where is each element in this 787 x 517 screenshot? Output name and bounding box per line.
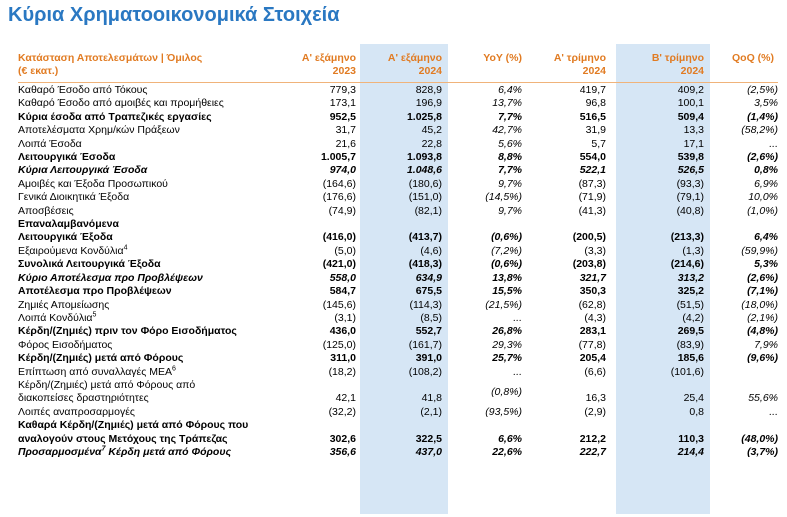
cell-q2-2024: (83,9) (676, 338, 704, 351)
cell-qoq: (4,8%) (747, 325, 778, 338)
cell-h1-2023: 42,1 (335, 392, 356, 405)
cell-h1-2024: 1.048,6 (406, 164, 442, 177)
cell-h1-2024: (82,1) (414, 204, 442, 217)
cell-qoq: (48,0%) (741, 432, 778, 445)
cell-qoq: (58,2%) (741, 124, 778, 137)
cell-yoy: (93,5%) (485, 405, 522, 418)
cell-q1-2024: 222,7 (579, 445, 606, 458)
cell-h1-2023: (3,1) (334, 311, 356, 324)
row-label: Λειτουργικά Έσοδα (18, 151, 116, 164)
row-label: Αμοιβές και Έξοδα Προσωπικού (18, 177, 168, 190)
cell-yoy: 13,8% (492, 271, 522, 284)
row-label: Προσαρμοσμένα$^7$ Κέρδη μετά από Φόρους (18, 445, 232, 458)
table-row (18, 272, 778, 285)
table-row (18, 366, 778, 379)
table-row (18, 419, 778, 446)
cell-h1-2024: (413,7) (408, 231, 442, 244)
cell-qoq: (1,0%) (747, 204, 778, 217)
cell-h1-2023: (421,0) (322, 258, 356, 271)
income-statement-table (18, 84, 778, 459)
row-label: Κέρδη/(Ζημιές) μετά από Φόρους (18, 352, 184, 365)
cell-q1-2024: (62,8) (578, 298, 606, 311)
table-row (18, 299, 778, 312)
header-divider (18, 82, 778, 83)
cell-yoy: 22,6% (492, 445, 522, 458)
row-label: Φόρος Εισοδήματος (18, 338, 113, 351)
cell-h1-2024: (180,6) (408, 177, 442, 190)
cell-yoy: ... (513, 365, 522, 378)
cell-h1-2023: (5,0) (334, 244, 356, 257)
table-row (18, 178, 778, 191)
cell-q2-2024: (93,3) (676, 177, 704, 190)
cell-qoq: (3,7%) (747, 445, 778, 458)
cell-yoy: (0,6%) (491, 258, 522, 271)
cell-q1-2024: 516,5 (579, 110, 606, 123)
cell-qoq: 55,6% (748, 392, 778, 405)
table-row (18, 325, 778, 338)
cell-h1-2023: (32,2) (328, 405, 356, 418)
cell-h1-2023: 974,0 (329, 164, 356, 177)
row-label: Ζημιές Απομείωσης (18, 298, 110, 311)
column-header-q1-2024: Α' τρίμηνο 2024 (553, 52, 606, 77)
row-label: Κύριο Αποτέλεσμα προ Προβλέψεων (18, 271, 203, 284)
cell-q2-2024: 313,2 (677, 271, 704, 284)
cell-h1-2023: 952,5 (329, 110, 356, 123)
cell-qoq: (59,9%) (741, 244, 778, 257)
cell-h1-2024: (4,6) (420, 244, 442, 257)
cell-yoy: 9,7% (498, 177, 522, 190)
cell-q1-2024: 5,7 (591, 137, 606, 150)
cell-q1-2024: 419,7 (579, 84, 606, 96)
cell-yoy: (7,2%) (491, 244, 522, 257)
row-label: Γενικά Διοικητικά Έξοδα (18, 191, 130, 204)
cell-h1-2023: 436,0 (329, 325, 356, 338)
cell-qoq: 3,5% (754, 97, 778, 110)
cell-q1-2024: (200,5) (572, 231, 606, 244)
row-label: Καθαρό Έσοδο από Τόκους (18, 84, 148, 96)
cell-h1-2024: 634,9 (415, 271, 442, 284)
cell-h1-2023: 21,6 (335, 137, 356, 150)
cell-yoy: 26,8% (492, 325, 522, 338)
column-header-q2-2024: Β' τρίμηνο 2024 (651, 52, 704, 77)
cell-qoq: (2,5%) (747, 84, 778, 96)
cell-h1-2024: (418,3) (408, 258, 442, 271)
cell-q1-2024: (87,3) (578, 177, 606, 190)
cell-yoy: 15,5% (492, 285, 522, 298)
table-row (18, 205, 778, 218)
cell-h1-2024: 322,5 (415, 432, 442, 445)
cell-q1-2024: 212,2 (579, 432, 606, 445)
row-label: Κέρδη/(Ζημιές) πριν τον Φόρο Εισοδήματος (18, 325, 237, 338)
cell-h1-2023: 584,7 (329, 285, 356, 298)
row-label: Κύρια Λειτουργικά Έσοδα (18, 164, 148, 177)
cell-qoq: 5,3% (754, 258, 778, 271)
cell-h1-2024: 552,7 (415, 325, 442, 338)
table-row (18, 84, 778, 97)
table-row (18, 97, 778, 110)
cell-q1-2024: 321,7 (579, 271, 606, 284)
cell-h1-2023: (125,0) (322, 338, 356, 351)
cell-qoq: (2,1%) (747, 311, 778, 324)
table-row (18, 406, 778, 419)
cell-q2-2024: 539,8 (677, 151, 704, 164)
table-row (18, 138, 778, 151)
table-row (18, 258, 778, 271)
row-label: Αποτέλεσμα προ Προβλέψεων (18, 285, 172, 298)
cell-qoq: 0,8% (754, 164, 778, 177)
table-row (18, 151, 778, 164)
page-title: Κύρια Χρηματοοικονομικά Στοιχεία (8, 4, 340, 26)
cell-q2-2024: 526,5 (677, 164, 704, 177)
cell-h1-2023: (145,6) (322, 298, 356, 311)
cell-yoy: (0,8%) (491, 385, 522, 398)
cell-q2-2024: 269,5 (677, 325, 704, 338)
cell-q1-2024: 205,4 (579, 352, 606, 365)
cell-qoq: (18,0%) (741, 298, 778, 311)
cell-q2-2024: (1,3) (682, 244, 704, 257)
cell-h1-2024: 45,2 (421, 124, 442, 137)
cell-q2-2024: (214,6) (670, 258, 704, 271)
cell-h1-2023: 558,0 (329, 271, 356, 284)
cell-h1-2024: 437,0 (415, 445, 442, 458)
cell-q1-2024: (3,3) (584, 244, 606, 257)
row-label: Καθαρό Έσοδο από αμοιβές και προμήθειες (18, 97, 224, 110)
cell-h1-2024: 41,8 (421, 392, 442, 405)
cell-q2-2024: 100,1 (677, 97, 704, 110)
cell-q1-2024: 283,1 (579, 325, 606, 338)
cell-q2-2024: 110,3 (678, 432, 704, 445)
cell-h1-2024: 196,9 (415, 97, 442, 110)
cell-q2-2024: (40,8) (676, 204, 704, 217)
row-label: Επαναλαμβανόμενα Λειτουργικά Έξοδα (18, 218, 119, 244)
cell-q2-2024: 509,4 (677, 110, 704, 123)
table-row (18, 312, 778, 325)
table-row (18, 124, 778, 137)
cell-yoy: 9,7% (498, 204, 522, 217)
cell-h1-2024: 22,8 (421, 137, 442, 150)
row-label: Λοιπά Κονδύλια$^5$ (18, 311, 97, 324)
cell-h1-2024: 1.093,8 (406, 151, 442, 164)
cell-h1-2024: (114,3) (409, 298, 442, 311)
cell-q1-2024: (2,9) (584, 405, 606, 418)
cell-qoq: (7,1%) (747, 285, 778, 298)
cell-h1-2023: 311,0 (330, 352, 356, 365)
row-label: Εξαιρούμενα Κονδύλια$^4$ (18, 244, 128, 257)
cell-q2-2024: (213,3) (670, 231, 704, 244)
column-header-yoy: YoY (%) (483, 52, 522, 64)
row-label: Κύρια έσοδα από Τραπεζικές εργασίες (18, 110, 212, 123)
cell-h1-2023: (74,9) (328, 204, 356, 217)
cell-q1-2024: 522,1 (579, 164, 606, 177)
cell-yoy: 6,6% (498, 432, 522, 445)
cell-q2-2024: 25,4 (683, 392, 704, 405)
cell-q2-2024: (79,1) (676, 191, 704, 204)
cell-q1-2024: (71,9) (578, 191, 606, 204)
row-label: Συνολικά Λειτουργικά Έξοδα (18, 258, 161, 271)
table-row (18, 111, 778, 124)
cell-q2-2024: 185,6 (677, 352, 704, 365)
cell-yoy: 7,7% (498, 110, 522, 123)
cell-qoq: 6,4% (754, 231, 778, 244)
cell-qoq: 7,9% (754, 338, 778, 351)
cell-q1-2024: (203,8) (572, 258, 606, 271)
cell-q2-2024: (4,2) (682, 311, 704, 324)
table-row (18, 218, 778, 245)
header-label-line2: (€ εκατ.) (18, 65, 59, 77)
cell-q2-2024: 0,8 (689, 405, 704, 418)
row-label: Λοιπές αναπροσαρμογές (18, 405, 135, 418)
cell-h1-2023: 302,6 (329, 432, 356, 445)
table-row (18, 285, 778, 298)
cell-h1-2024: (161,7) (408, 338, 442, 351)
cell-yoy: 25,7% (492, 352, 522, 365)
cell-h1-2023: 1.005,7 (320, 151, 356, 164)
cell-h1-2024: (151,0) (408, 191, 442, 204)
cell-qoq: 6,9% (754, 177, 778, 190)
cell-q2-2024: 17,1 (683, 137, 704, 150)
cell-yoy: 8,8% (498, 151, 522, 164)
table-row (18, 446, 778, 459)
cell-h1-2024: 391,0 (415, 352, 442, 365)
cell-qoq (704, 366, 778, 379)
row-label: Λοιπά Έσοδα (18, 137, 82, 150)
row-label: Αποσβέσεις (18, 204, 74, 217)
income-statement-rows (18, 84, 778, 459)
row-label: Κέρδη/(Ζημιές) μετά από Φόρους από διακοπείσες δραστηριότητες (18, 378, 196, 405)
cell-h1-2024: 675,5 (415, 285, 442, 298)
cell-qoq: (9,6%) (747, 352, 778, 365)
cell-yoy: (0,6%) (491, 231, 522, 244)
cell-yoy: (21,5%) (485, 298, 522, 311)
cell-yoy: 13,7% (492, 97, 522, 110)
cell-q1-2024: 350,3 (579, 285, 606, 298)
cell-q1-2024: (4,3) (584, 311, 606, 324)
cell-yoy: 5,6% (498, 137, 522, 150)
cell-h1-2024: (8,5) (420, 311, 442, 324)
cell-h1-2024: 1.025,8 (406, 110, 442, 123)
cell-qoq: (2,6%) (747, 271, 778, 284)
cell-yoy: (14,5%) (485, 191, 522, 204)
cell-yoy: 29,3% (492, 338, 522, 351)
cell-qoq: (2,6%) (747, 151, 778, 164)
table-header-label (18, 52, 318, 78)
cell-h1-2023: (176,6) (322, 191, 356, 204)
cell-qoq: 10,0% (748, 191, 778, 204)
cell-q1-2024: 554,0 (579, 151, 606, 164)
row-label: Αποτελέσματα Χρημ/κών Πράξεων (18, 124, 180, 137)
cell-h1-2024: (2,1) (420, 405, 442, 418)
cell-q1-2024: (6,6) (584, 365, 606, 378)
table-row (18, 379, 778, 406)
table-row (18, 164, 778, 177)
cell-yoy: 7,7% (498, 164, 522, 177)
table-row (18, 191, 778, 204)
cell-q2-2024: 214,4 (677, 445, 704, 458)
cell-q2-2024: 409,2 (677, 84, 704, 96)
cell-q2-2024: 13,3 (683, 124, 704, 137)
column-header-h1-2024: Α' εξάμηνο 2024 (387, 52, 442, 77)
cell-q1-2024: (41,3) (578, 204, 606, 217)
table-row (18, 339, 778, 352)
row-label: Καθαρά Κέρδη/(Ζημιές) μετά από Φόρους που αναλογούν στους Μετόχους της Τράπεζας (18, 419, 249, 445)
cell-h1-2024: (108,2) (408, 365, 442, 378)
cell-h1-2023: 779,3 (329, 84, 356, 96)
cell-qoq: ... (769, 137, 778, 150)
cell-h1-2024: 828,9 (415, 84, 442, 96)
cell-q1-2024: (77,8) (578, 338, 606, 351)
cell-h1-2023: 356,6 (329, 445, 356, 458)
cell-h1-2023: (164,6) (322, 177, 356, 190)
cell-h1-2023: (416,0) (322, 231, 356, 244)
cell-qoq: (1,4%) (747, 110, 778, 123)
cell-q1-2024: 16,3 (585, 392, 606, 405)
cell-h1-2023: 173,1 (329, 97, 356, 110)
cell-qoq: ... (769, 405, 778, 418)
table-row (18, 352, 778, 365)
cell-yoy: 42,7% (492, 124, 522, 137)
cell-q2-2024: (51,5) (676, 298, 704, 311)
cell-h1-2023: 31,7 (335, 124, 356, 137)
header-label-line1: Κατάσταση Αποτελεσμάτων | Όμιλος (18, 52, 203, 64)
cell-q2-2024: 325,2 (677, 285, 704, 298)
cell-yoy: ... (513, 311, 522, 324)
cell-yoy: 6,4% (498, 84, 522, 96)
row-label: Επίπτωση από συναλλαγές ΜΕΑ$^6$ (18, 365, 176, 378)
cell-q2-2024: (101,6) (670, 365, 704, 378)
cell-h1-2023: (18,2) (328, 365, 356, 378)
column-header-qoq: QoQ (%) (732, 52, 774, 64)
cell-q1-2024: 96,8 (585, 97, 606, 110)
cell-q1-2024: 31,9 (585, 124, 606, 137)
table-row (18, 245, 778, 258)
column-header-h1-2023: Α' εξάμηνο 2023 (301, 52, 356, 77)
